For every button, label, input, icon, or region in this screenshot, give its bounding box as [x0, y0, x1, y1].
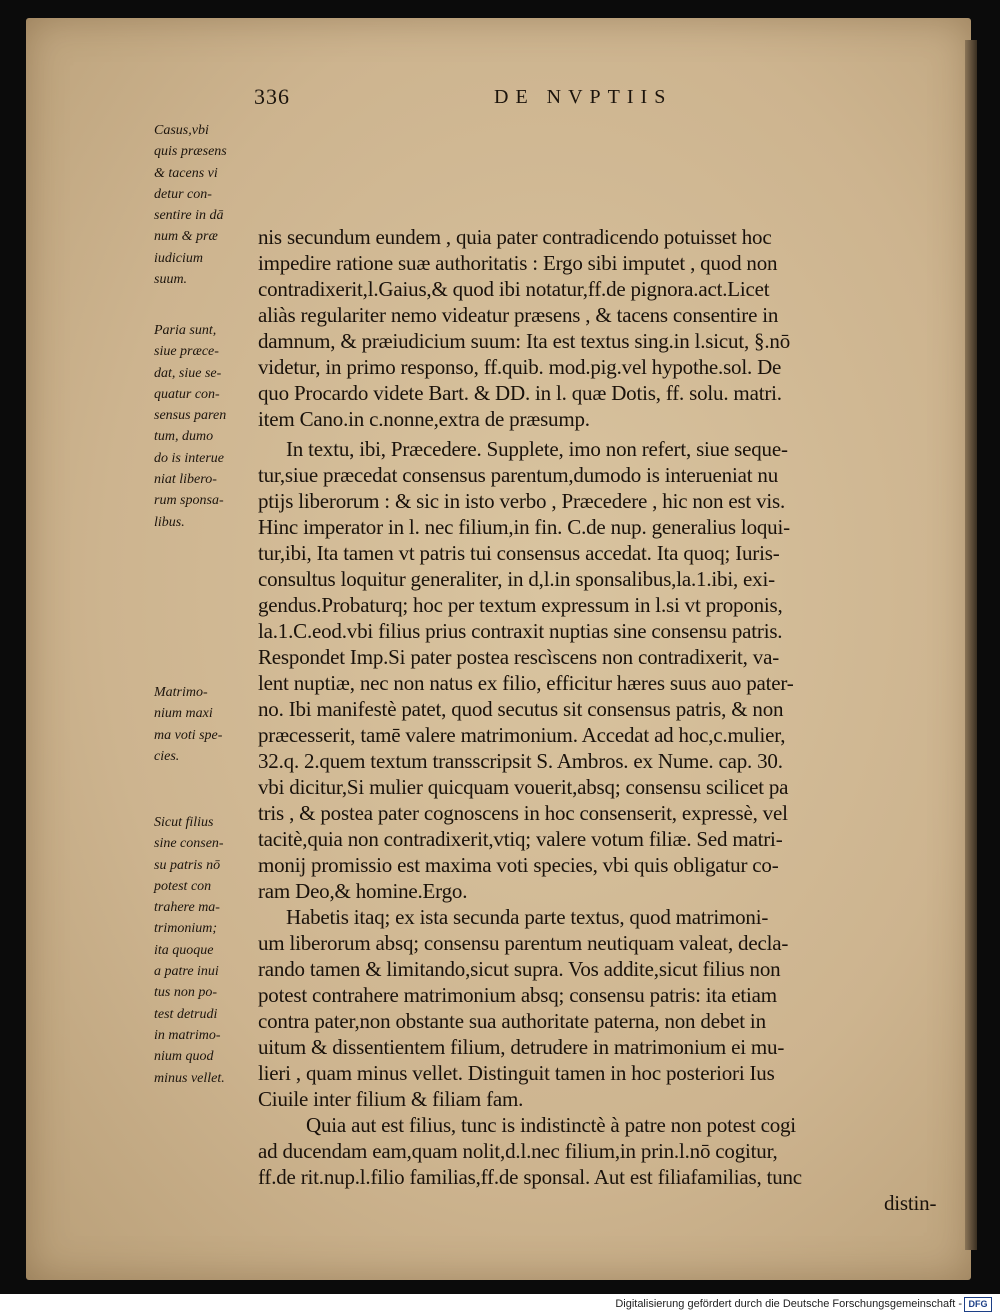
margin-note-line: Paria sunt, — [154, 323, 217, 338]
text-line: Ciuile inter filium & filiam fam. — [258, 1087, 524, 1111]
margin-note-line: rum sponsa- — [154, 493, 224, 509]
margin-note-line: nium quod — [154, 1049, 214, 1065]
text-line: item Cano.in c.nonne,extra de præsump. — [258, 407, 590, 431]
margin-note-line: trimonium; — [154, 921, 217, 937]
text-line: potest contrahere matrimonium absq; consensu patris: ita etiam — [258, 983, 777, 1007]
margin-note-line: dat, siue se- — [154, 365, 222, 381]
margin-note-line: siue præce- — [154, 344, 219, 360]
margin-note-line: sensus paren — [154, 408, 227, 424]
text-line: Respondet Imp.Si pater postea rescìscens non contradixerit, va- — [258, 645, 779, 669]
text-line: impedire ratione suæ authoritatis : Ergo sibi imputet , quod non — [258, 251, 778, 275]
text-line: lieri , quam minus vellet. Distinguit tamen in hoc posteriori Ius — [258, 1061, 775, 1085]
text-line: tur,ibi, Ita tamen vt patris tui consensus accedat. Ita quoq; Iuris- — [258, 541, 780, 565]
margin-note-line: Casus,vbi — [154, 123, 209, 138]
text-line: la.1.C.eod.vbi filius prius contraxit nuptias sine consensu patris. — [258, 619, 783, 643]
text-line: quo Procardo videte Bart. & DD. in l. quæ Dotis, ff. solu. matri. — [258, 381, 782, 405]
text-line: vbi dicitur,Si mulier quicquam vouerit,absq; consensu scilicet pa — [258, 775, 789, 799]
running-title: DE NVPTIIS — [494, 86, 673, 108]
text-line: ptijs liberorum : & sic in isto verbo , Præcedere , hic non est vis. — [258, 489, 786, 513]
text-line: damnum, & præiudicium suum: Ita est textus sing.in l.sicut, §.nō — [258, 329, 791, 353]
margin-note-line: quatur con- — [154, 386, 220, 402]
text-line: contra pater,non obstante sua authoritate paterna, non debet in — [258, 1009, 766, 1033]
text-line: Hinc imperator in l. nec filium,in fin. C.de nup. generalius loqui- — [258, 515, 790, 539]
margin-note-line: in matrimo- — [154, 1027, 221, 1043]
margin-note-line: iudicium — [154, 250, 203, 266]
text-line: Quia aut est filius, tunc is indistinctè à patre non potest cogi — [306, 1113, 796, 1137]
margin-note-line: test detrudi — [154, 1006, 218, 1022]
text-line: consultus loquitur generaliter, in d,l.in sponsalibus,la.1.ibi, exi- — [258, 567, 775, 591]
funding-credit: Digitalisierung gefördert durch die Deutsche Forschungsgemeinschaft - — [615, 1298, 962, 1310]
text-line: videtur, in primo responso, ff.quib. mod.pig.vel hypothe.sol. De — [258, 355, 782, 379]
margin-note-line: num & præ — [154, 229, 218, 245]
margin-note — [154, 120, 254, 290]
margin-note-line: libus. — [154, 514, 185, 530]
margin-note-line: do is interue — [154, 450, 224, 466]
margin-note-line: Sicut filius — [154, 815, 214, 830]
text-line: ad ducendam eam,quam nolit,d.l.nec filium,in prin.l.nō cogitur, — [258, 1139, 778, 1163]
running-head — [254, 84, 954, 114]
text-line: uitum & dissentientem filium, detrudere in matrimonium ei mu- — [258, 1035, 785, 1059]
margin-note-line: tus non po- — [154, 985, 217, 1001]
margin-note-line: quis præsens — [154, 144, 227, 160]
text-line: no. Ibi manifestè patet, quod secutus sit consensus patris, & non — [258, 697, 784, 721]
margin-note-line: su patris nō — [154, 857, 221, 873]
margin-note-line: cies. — [154, 748, 180, 764]
margin-note-line: tum, dumo — [154, 429, 214, 445]
text-line: tris , & postea pater cognoscens in hoc consenserit, expressè, vel — [258, 801, 788, 825]
margin-note-line: ma voti spe- — [154, 727, 223, 743]
text-line: rando tamen & limitando,sicut supra. Vos addite,sicut filius non — [258, 957, 781, 981]
text-line: nis secundum eundem , quia pater contradicendo potuisset hoc — [258, 225, 772, 249]
margin-note-line: a patre inui — [154, 964, 219, 980]
margin-note-line: suum. — [154, 272, 188, 288]
text-line: ram Deo,& homine.Ergo. — [258, 879, 468, 903]
text-line: aliàs regulariter nemo videatur præsens , & tacens consentire in — [258, 303, 779, 327]
margin-note-line: nium maxi — [154, 706, 213, 722]
margin-note-line: sentire in dā — [154, 208, 224, 224]
margin-note — [154, 320, 254, 533]
dfg-logo: DFG — [964, 1297, 992, 1312]
margin-note-line: minus vellet. — [154, 1070, 225, 1086]
text-line: contradixerit,l.Gaius,& quod ibi notatur,ff.de pignora.act.Licet — [258, 277, 770, 301]
text-line: tur,siue præcedat consensus parentum,dumodo is interueniat nu — [258, 463, 779, 487]
text-line: lent nuptiæ, nec non natus ex filio, efficitur hæres suus auo pater- — [258, 671, 794, 695]
margin-note — [154, 682, 254, 767]
text-line: um liberorum absq; consensu parentum neutiquam valeat, decla- — [258, 931, 789, 955]
margin-note-line: potest con — [154, 878, 212, 894]
page-number: 336 — [254, 84, 290, 109]
text-line: 32.q. 2.quem textum transscripsit S. Ambros. ex Nume. cap. 30. — [258, 749, 783, 773]
text-line: tacitè,quia non contradixerit,vtiq; valere votum filiæ. Sed matri- — [258, 827, 783, 851]
text-line: monij promissio est maxima voti species, vbi quis obligatur co- — [258, 853, 779, 877]
text-line: In textu, ibi, Præcedere. Supplete, imo non refert, siue seque- — [286, 437, 788, 461]
margin-note — [154, 812, 254, 1089]
text-line: gendus.Probaturq; hoc per textum expressum in l.si vt proponis, — [258, 593, 783, 617]
text-line: præcesserit, tamē valere matrimonium. Accedat ad hoc,c.mulier, — [258, 723, 786, 747]
page-edge — [965, 40, 977, 1250]
margin-note-line: ita quoque — [154, 942, 214, 958]
text-line: Habetis itaq; ex ista secunda parte textus, quod matrimoni- — [286, 905, 769, 929]
margin-note-line: niat libero- — [154, 472, 217, 488]
margin-note-line: & tacens vi — [154, 165, 218, 181]
margin-note-line: sine consen- — [154, 836, 224, 852]
margin-note-line: detur con- — [154, 186, 212, 202]
text-line: distin- — [884, 1191, 937, 1215]
margin-note-line: trahere ma- — [154, 900, 220, 916]
margin-note-line: Matrimo- — [154, 685, 208, 700]
text-line: ff.de rit.nup.l.filio familias,ff.de sponsal. Aut est filiafamilias, tunc — [258, 1165, 802, 1189]
